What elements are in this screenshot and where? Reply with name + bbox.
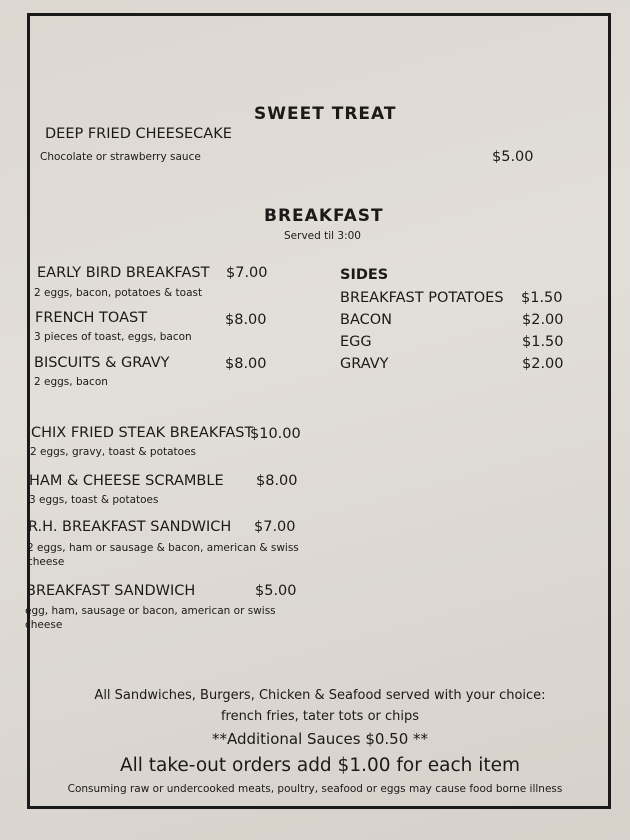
breakfast-item-name: FRENCH TOAST [35, 310, 148, 326]
breakfast-item-name: BREAKFAST SANDWICH [26, 583, 196, 599]
breakfast-item-name: HAM & CHEESE SCRAMBLE [29, 473, 224, 489]
breakfast-item-desc: 2 eggs, bacon, potatoes & toast [34, 287, 203, 299]
breakfast-item-name: BISCUITS & GRAVY [34, 355, 170, 371]
breakfast-item-price: $8.00 [256, 473, 298, 489]
breakfast-item-desc: egg, ham, sausage or bacon, american or swiss cheese [25, 605, 276, 631]
side-item-name: BACON [340, 312, 392, 328]
breakfast-subheading: Served til 3:00 [284, 230, 361, 242]
breakfast-item-desc: 2 eggs, bacon [34, 376, 108, 388]
breakfast-item-desc: 3 pieces of toast, eggs, bacon [34, 331, 192, 343]
breakfast-item-price: $10.00 [250, 426, 301, 442]
side-item-name: EGG [340, 334, 372, 350]
cheesecake-name: DEEP FRIED CHEESECAKE [45, 126, 232, 142]
breakfast-item-name: CHIX FRIED STEAK BREAKFAST [31, 425, 254, 441]
side-item-name: GRAVY [340, 356, 389, 372]
breakfast-item-name: EARLY BIRD BREAKFAST [37, 265, 210, 281]
side-item-price: $1.50 [522, 334, 564, 350]
sweet-treat-heading: SWEET TREAT [254, 104, 397, 124]
side-item-price: $2.00 [522, 356, 564, 372]
side-item-price: $1.50 [521, 290, 563, 306]
breakfast-item-price: $8.00 [225, 356, 267, 372]
cheesecake-price: $5.00 [492, 149, 534, 165]
breakfast-item-desc: 2 eggs, ham or sausage & bacon, american & swiss cheese [27, 542, 299, 568]
cheesecake-desc: Chocolate or strawberry sauce [40, 151, 201, 163]
footer-sides-options: french fries, tater tots or chips [220, 709, 420, 724]
breakfast-item-price: $5.00 [255, 583, 297, 599]
breakfast-heading: BREAKFAST [264, 206, 384, 226]
breakfast-item-price: $7.00 [226, 265, 268, 281]
breakfast-item-desc: 2 eggs, gravy, toast & potatoes [30, 446, 197, 458]
breakfast-item-desc: 3 eggs, toast & potatoes [29, 494, 159, 506]
footer-sauces-note: **Additional Sauces $0.50 ** [211, 730, 429, 748]
breakfast-item-price: $8.00 [225, 312, 267, 328]
footer-sides-note: All Sandwiches, Burgers, Chicken & Seafood served with your choice: [94, 688, 546, 703]
footer-health-warning: Consuming raw or undercooked meats, poultry, seafood or eggs may cause food borne illness [67, 783, 563, 795]
breakfast-item-name: R.H. BREAKFAST SANDWICH [28, 519, 232, 535]
footer-takeout-note: All take-out orders add $1.00 for each item [119, 755, 521, 776]
side-item-price: $2.00 [522, 312, 564, 328]
side-item-name: BREAKFAST POTATOES [340, 290, 504, 306]
breakfast-item-price: $7.00 [254, 519, 296, 535]
sides-heading: SIDES [340, 267, 389, 283]
